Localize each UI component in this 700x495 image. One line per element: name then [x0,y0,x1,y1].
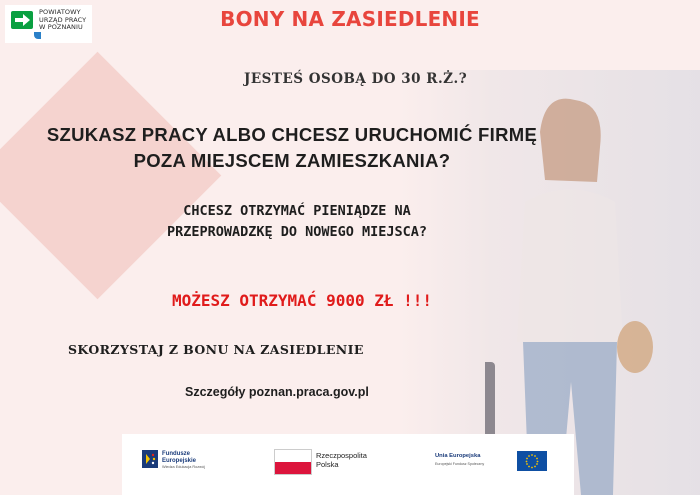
ue-title: Unia Europejska [435,453,481,459]
polish-flag-icon [274,449,312,475]
call-to-action: SKORZYSTAJ Z BONU NA ZASIEDLENIE [68,342,364,357]
stars-icon [142,450,158,468]
fe-line-2: Europejskie [162,457,197,464]
logo-line-2: URZĄD PRACY [39,15,87,24]
job-question [0,122,584,174]
rp-line-2: Polska [316,459,339,469]
eu-flag-icon [517,451,547,471]
money-question [0,201,594,243]
fe-title [162,451,196,464]
funding-logos-footer [122,434,574,495]
money-question-line-2: PRZEPROWADZKĘ DO NOWEGO MIEJSCA? [166,224,428,240]
money-question-line-1: CHCESZ OTRZYMAĆ PIENIĄDZE NA [183,203,411,219]
job-question-line-2: POZA MIEJSCEM ZAMIESZKANIA? [133,150,451,171]
details-link[interactable]: Szczegóły poznan.praca.gov.pl [185,385,369,399]
ue-subtitle: Europejski Fundusz Społeczny [435,462,485,466]
logo-line-1: POWIATOWY [39,8,81,16]
amount-headline: MOŻESZ OTRZYMAĆ 9000 ZŁ !!! [171,291,433,310]
fe-subtitle: Wiedza Edukacja Rozwój [162,465,205,469]
decorative-diamond [0,52,221,299]
logo-corner-mark [34,32,41,39]
job-question-line-1: SZUKASZ PRACY ALBO CHCESZ URUCHOMIĆ FIRMĘ [46,124,538,145]
fe-line-1: Fundusze [162,451,190,457]
rp-title [316,452,367,469]
page-title: BONY NA ZASIEDLENIE [220,7,480,31]
logo-line-3: W POZNANIU [39,23,83,32]
age-question: JESTEŚ OSOBĄ DO 30 R.Ż.? [244,71,468,87]
rp-line-1: Rzeczpospolita [316,451,367,460]
